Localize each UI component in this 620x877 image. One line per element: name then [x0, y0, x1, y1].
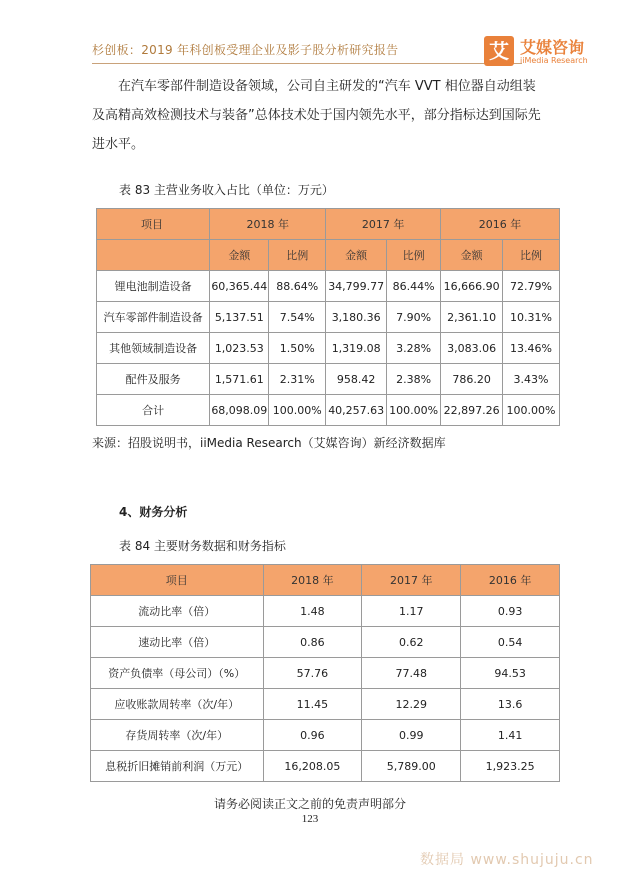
empty-header-cell: [97, 240, 210, 271]
paragraph-line: 进水平。: [92, 137, 145, 152]
cell-value: 100.00%: [269, 395, 326, 426]
cell-value: 2.31%: [269, 364, 326, 395]
cell-value: 100.00%: [503, 395, 560, 426]
cell-value: 0.86: [263, 627, 362, 658]
cell-value: 1,023.53: [210, 333, 269, 364]
cell-value: 5,789.00: [362, 751, 461, 782]
cell-value: 77.48: [362, 658, 461, 689]
subheader-amount: 金额: [441, 240, 503, 271]
cell-value: 60,365.44: [210, 271, 269, 302]
table-84-caption: 表 84 主要财务数据和财务指标: [119, 539, 286, 553]
cell-value: 958.42: [326, 364, 387, 395]
row-label: 速动比率（倍）: [91, 627, 264, 658]
cell-value: 94.53: [461, 658, 560, 689]
cell-value: 68,098.09: [210, 395, 269, 426]
cell-value: 13.6: [461, 689, 560, 720]
iimedia-logo: [484, 34, 594, 74]
cell-value: 0.54: [461, 627, 560, 658]
table-row: [97, 364, 560, 395]
column-header-year: 2017 年: [326, 209, 441, 240]
cell-value: 0.93: [461, 596, 560, 627]
cell-value: 1,571.61: [210, 364, 269, 395]
cell-value: 10.31%: [503, 302, 560, 333]
table-subheader-row: [97, 240, 560, 271]
header-divider: [92, 63, 522, 64]
table-header-row: [91, 565, 560, 596]
row-label: 合计: [97, 395, 210, 426]
table-row: [91, 627, 560, 658]
cell-value: 22,897.26: [441, 395, 503, 426]
column-header-item: 项目: [91, 565, 264, 596]
intro-paragraph: [92, 72, 562, 159]
cell-value: 1.50%: [269, 333, 326, 364]
row-label: 锂电池制造设备: [97, 271, 210, 302]
column-header-item: 项目: [97, 209, 210, 240]
column-header-year: 2018 年: [210, 209, 326, 240]
table-row: [91, 596, 560, 627]
paragraph-line: 在汽车零部件制造设备领域，公司自主研发的“汽车 VVT 相位器自动组装: [118, 79, 536, 94]
column-header-year: 2017 年: [362, 565, 461, 596]
cell-value: 7.90%: [387, 302, 441, 333]
cell-value: 88.64%: [269, 271, 326, 302]
disclaimer-footer: 请务必阅读正文之前的免责声明部分: [213, 797, 406, 811]
cell-value: 1,923.25: [461, 751, 560, 782]
cell-value: 2,361.10: [441, 302, 503, 333]
cell-value: 5,137.51: [210, 302, 269, 333]
cell-value: 2.38%: [387, 364, 441, 395]
cell-value: 40,257.63: [326, 395, 387, 426]
cell-value: 34,799.77: [326, 271, 387, 302]
cell-value: 86.44%: [387, 271, 441, 302]
cell-value: 16,208.05: [263, 751, 362, 782]
row-label: 配件及服务: [97, 364, 210, 395]
table-total-row: [97, 395, 560, 426]
cell-value: 100.00%: [387, 395, 441, 426]
row-label: 汽车零部件制造设备: [97, 302, 210, 333]
row-label: 息税折旧摊销前利润（万元）: [91, 751, 264, 782]
cell-value: 13.46%: [503, 333, 560, 364]
cell-value: 1.17: [362, 596, 461, 627]
table-row: [91, 751, 560, 782]
cell-value: 1.48: [263, 596, 362, 627]
cell-value: 1,319.08: [326, 333, 387, 364]
row-label: 资产负债率（母公司）（%）: [91, 658, 264, 689]
report-header-title: 杉创板：2019 年科创板受理企业及影子股分析研究报告: [92, 43, 399, 57]
column-header-year: 2016 年: [441, 209, 560, 240]
subheader-ratio: 比例: [269, 240, 326, 271]
logo-chinese-name: 艾媒咨询: [520, 38, 585, 57]
table-row: [91, 658, 560, 689]
subheader-amount: 金额: [210, 240, 269, 271]
row-label: 其他领域制造设备: [97, 333, 210, 364]
row-label: 流动比率（倍）: [91, 596, 264, 627]
table-header-row: [97, 209, 560, 240]
cell-value: 3,180.36: [326, 302, 387, 333]
revenue-share-table: [96, 208, 560, 426]
table-row: [91, 720, 560, 751]
cell-value: 3.43%: [503, 364, 560, 395]
table-83-caption: 表 83 主营业务收入占比（单位：万元）: [119, 183, 334, 197]
subheader-ratio: 比例: [503, 240, 560, 271]
cell-value: 3.28%: [387, 333, 441, 364]
table-row: [91, 689, 560, 720]
cell-value: 1.41: [461, 720, 560, 751]
column-header-year: 2018 年: [263, 565, 362, 596]
paragraph-line: 及高精高效检测技术与装备”总体技术处于国内领先水平，部分指标达到国际先: [92, 108, 541, 123]
site-watermark: 数据局 www.shujuju.cn: [420, 852, 594, 868]
cell-value: 11.45: [263, 689, 362, 720]
cell-value: 7.54%: [269, 302, 326, 333]
cell-value: 12.29: [362, 689, 461, 720]
column-header-year: 2016 年: [461, 565, 560, 596]
table-row: [97, 333, 560, 364]
cell-value: 72.79%: [503, 271, 560, 302]
logo-english-name: iiMedia Research: [520, 56, 588, 65]
cell-value: 0.62: [362, 627, 461, 658]
table-row: [97, 302, 560, 333]
cell-value: 0.99: [362, 720, 461, 751]
section-heading: 4、财务分析: [119, 505, 188, 519]
cell-value: 786.20: [441, 364, 503, 395]
subheader-ratio: 比例: [387, 240, 441, 271]
row-label: 存货周转率（次/年）: [91, 720, 264, 751]
row-label: 应收账款周转率（次/年）: [91, 689, 264, 720]
table-row: [97, 271, 560, 302]
cell-value: 57.76: [263, 658, 362, 689]
logo-mark-icon: 艾: [484, 36, 514, 66]
cell-value: 3,083.06: [441, 333, 503, 364]
table-83-source: 来源：招股说明书，iiMedia Research（艾媒咨询）新经济数据库: [92, 436, 446, 450]
page-number: 123: [301, 813, 319, 825]
subheader-amount: 金额: [326, 240, 387, 271]
cell-value: 16,666.90: [441, 271, 503, 302]
cell-value: 0.96: [263, 720, 362, 751]
financial-indicators-table: [90, 564, 560, 782]
